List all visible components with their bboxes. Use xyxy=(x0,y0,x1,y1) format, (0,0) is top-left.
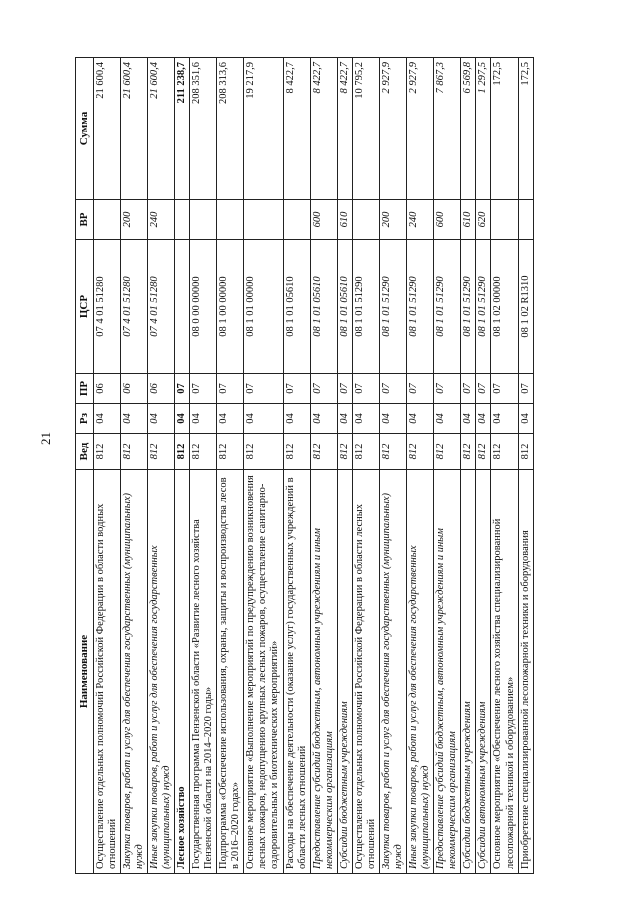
cell-rz: 04 xyxy=(491,404,518,434)
cell-pr: 07 xyxy=(461,374,476,404)
cell-csr: 08 1 01 51290 xyxy=(476,240,491,374)
cell-vr: 600 xyxy=(434,200,461,240)
budget-table xyxy=(75,57,534,874)
cell-csr: 08 1 02 R1310 xyxy=(518,240,533,374)
cell-pr: 07 xyxy=(407,374,434,404)
cell-vr xyxy=(518,200,533,240)
header-csr: ЦСР xyxy=(76,240,94,374)
cell-csr: 07 4 01 51280 xyxy=(147,240,174,374)
cell-name: Субсидии бюджетным учреждениям xyxy=(337,470,352,874)
cell-name: Закупка товаров, работ и услуг для обеспечения государственных (муниципальных) нужд xyxy=(120,470,147,874)
cell-pr: 07 xyxy=(175,374,190,404)
cell-name: Лесное хозяйство xyxy=(175,470,190,874)
cell-ved: 812 xyxy=(175,434,190,470)
cell-pr: 07 xyxy=(283,374,310,404)
cell-rz: 04 xyxy=(283,404,310,434)
cell-csr: 08 1 01 05610 xyxy=(310,240,337,374)
cell-rz: 04 xyxy=(217,404,244,434)
cell-ved: 812 xyxy=(283,434,310,470)
cell-pr: 07 xyxy=(434,374,461,404)
cell-sum: 208 351,6 xyxy=(190,58,217,200)
cell-vr: 610 xyxy=(337,200,352,240)
cell-ved: 812 xyxy=(407,434,434,470)
table-row xyxy=(147,58,174,874)
cell-csr: 08 1 01 51290 xyxy=(434,240,461,374)
cell-sum: 172,5 xyxy=(491,58,518,200)
cell-rz: 04 xyxy=(175,404,190,434)
cell-sum: 211 238,7 xyxy=(175,58,190,200)
cell-pr: 07 xyxy=(337,374,352,404)
cell-csr: 08 1 01 05610 xyxy=(283,240,310,374)
table-row xyxy=(217,58,244,874)
cell-pr: 07 xyxy=(518,374,533,404)
cell-vr: 200 xyxy=(379,200,406,240)
cell-sum: 7 867,3 xyxy=(434,58,461,200)
cell-pr: 07 xyxy=(352,374,379,404)
header-vr: ВР xyxy=(76,200,94,240)
cell-sum: 21 600,4 xyxy=(147,58,174,200)
cell-rz: 04 xyxy=(476,404,491,434)
cell-pr: 07 xyxy=(379,374,406,404)
table-row xyxy=(120,58,147,874)
cell-sum: 1 297,5 xyxy=(476,58,491,200)
cell-vr: 200 xyxy=(120,200,147,240)
cell-vr xyxy=(283,200,310,240)
cell-rz: 04 xyxy=(434,404,461,434)
cell-ved: 812 xyxy=(461,434,476,470)
cell-ved: 812 xyxy=(244,434,283,470)
cell-name: Приобретение специализированной лесопожарной техники и оборудования xyxy=(518,470,533,874)
cell-vr xyxy=(190,200,217,240)
table-header-row xyxy=(76,58,94,874)
cell-ved: 812 xyxy=(310,434,337,470)
cell-rz: 04 xyxy=(461,404,476,434)
cell-pr: 07 xyxy=(491,374,518,404)
table-row xyxy=(476,58,491,874)
cell-vr: 240 xyxy=(147,200,174,240)
cell-rz: 04 xyxy=(337,404,352,434)
cell-ved: 812 xyxy=(93,434,120,470)
cell-ved: 812 xyxy=(337,434,352,470)
cell-csr: 08 1 01 00000 xyxy=(244,240,283,374)
header-pr: ПР xyxy=(76,374,94,404)
cell-csr: 08 1 01 51290 xyxy=(352,240,379,374)
cell-ved: 812 xyxy=(476,434,491,470)
cell-name: Иные закупки товаров, работ и услуг для обеспечения государственных (муниципальных) нужд xyxy=(147,470,174,874)
cell-vr: 240 xyxy=(407,200,434,240)
table-row xyxy=(518,58,533,874)
cell-ved: 812 xyxy=(518,434,533,470)
cell-ved: 812 xyxy=(120,434,147,470)
cell-csr: 08 1 01 51290 xyxy=(407,240,434,374)
cell-pr: 06 xyxy=(120,374,147,404)
cell-csr xyxy=(175,240,190,374)
cell-name: Государственная программа Пензенской области «Развитие лесного хозяйства Пензенской области на 2014–2020 годы» xyxy=(190,470,217,874)
cell-csr: 07 4 01 51280 xyxy=(93,240,120,374)
cell-ved: 812 xyxy=(352,434,379,470)
cell-rz: 04 xyxy=(310,404,337,434)
table-row xyxy=(283,58,310,874)
cell-name: Основное мероприятие «Выполнение мероприятий по предупреждению возникновения лесных пожаров, недопущению крупных лесных пожаров, осуществление санитарно-оздоровительных и биотехнических мероприятий» xyxy=(244,470,283,874)
cell-name: Иные закупки товаров, работ и услуг для обеспечения государственных (муниципальных) нужд xyxy=(407,470,434,874)
cell-sum: 8 422,7 xyxy=(310,58,337,200)
cell-name: Расходы на обеспечение деятельности (оказание услуг) государственных учреждений в области лесных отношений xyxy=(283,470,310,874)
cell-csr: 08 0 00 00000 xyxy=(190,240,217,374)
header-rz: Рз xyxy=(76,404,94,434)
cell-sum: 208 313,6 xyxy=(217,58,244,200)
cell-name: Осуществление отдельных полномочий Российской Федерации в области водных отношений xyxy=(93,470,120,874)
table-row xyxy=(310,58,337,874)
cell-name: Закупка товаров, работ и услуг для обеспечения государственных (муниципальных) нужд xyxy=(379,470,406,874)
table-row xyxy=(434,58,461,874)
cell-rz: 04 xyxy=(352,404,379,434)
cell-sum: 8 422,7 xyxy=(337,58,352,200)
table-row xyxy=(244,58,283,874)
rotated-table-container xyxy=(75,58,585,874)
cell-vr: 620 xyxy=(476,200,491,240)
cell-pr: 07 xyxy=(217,374,244,404)
cell-sum: 2 927,9 xyxy=(407,58,434,200)
table-row xyxy=(491,58,518,874)
cell-sum: 8 422,7 xyxy=(283,58,310,200)
cell-name: Подпрограмма «Обеспечение использования, охраны, защиты и воспроизводства лесов в 2016–2020 годах» xyxy=(217,470,244,874)
cell-name: Основное мероприятие «Обеспечение лесного хозяйства специализированной лесопожарной техникой и оборудованием» xyxy=(491,470,518,874)
table-row xyxy=(93,58,120,874)
table-row xyxy=(175,58,190,874)
cell-sum: 6 569,8 xyxy=(461,58,476,200)
cell-name: Предоставление субсидий бюджетным, автономным учреждениям и иным некоммерческим организациям xyxy=(434,470,461,874)
cell-vr: 610 xyxy=(461,200,476,240)
cell-vr xyxy=(175,200,190,240)
cell-csr: 07 4 01 51280 xyxy=(120,240,147,374)
cell-ved: 812 xyxy=(434,434,461,470)
cell-csr: 08 1 02 00000 xyxy=(491,240,518,374)
table-row xyxy=(461,58,476,874)
cell-rz: 04 xyxy=(190,404,217,434)
cell-vr xyxy=(491,200,518,240)
cell-ved: 812 xyxy=(491,434,518,470)
cell-csr: 08 1 01 51290 xyxy=(461,240,476,374)
cell-rz: 04 xyxy=(147,404,174,434)
table-row xyxy=(352,58,379,874)
cell-rz: 04 xyxy=(93,404,120,434)
table-row xyxy=(407,58,434,874)
cell-vr: 600 xyxy=(310,200,337,240)
cell-ved: 812 xyxy=(217,434,244,470)
cell-name: Субсидии автономным учреждениям xyxy=(476,470,491,874)
cell-sum: 2 927,9 xyxy=(379,58,406,200)
cell-sum: 21 600,4 xyxy=(93,58,120,200)
cell-name: Осуществление отдельных полномочий Российской Федерации в области лесных отношений xyxy=(352,470,379,874)
cell-pr: 06 xyxy=(93,374,120,404)
cell-vr xyxy=(352,200,379,240)
cell-sum: 172,5 xyxy=(518,58,533,200)
cell-sum: 21 600,4 xyxy=(120,58,147,200)
cell-ved: 812 xyxy=(190,434,217,470)
cell-pr: 07 xyxy=(476,374,491,404)
cell-pr: 07 xyxy=(244,374,283,404)
cell-csr: 08 1 01 05610 xyxy=(337,240,352,374)
cell-name: Субсидии бюджетным учреждениям xyxy=(461,470,476,874)
cell-vr xyxy=(217,200,244,240)
cell-rz: 04 xyxy=(120,404,147,434)
cell-pr: 07 xyxy=(310,374,337,404)
cell-vr xyxy=(93,200,120,240)
cell-ved: 812 xyxy=(379,434,406,470)
cell-rz: 04 xyxy=(379,404,406,434)
cell-csr: 08 1 01 51290 xyxy=(379,240,406,374)
cell-pr: 06 xyxy=(147,374,174,404)
cell-pr: 07 xyxy=(190,374,217,404)
table-row xyxy=(379,58,406,874)
cell-vr xyxy=(244,200,283,240)
cell-rz: 04 xyxy=(244,404,283,434)
cell-rz: 04 xyxy=(518,404,533,434)
header-name: Наименование xyxy=(76,470,94,874)
cell-name: Предоставление субсидий бюджетным, автономным учреждениям и иным некоммерческим организациям xyxy=(310,470,337,874)
header-ved: Вед xyxy=(76,434,94,470)
table-row xyxy=(337,58,352,874)
page-number: 21 xyxy=(38,432,53,445)
cell-sum: 19 217,9 xyxy=(244,58,283,200)
header-sum: Сумма xyxy=(76,58,94,200)
cell-sum: 10 795,2 xyxy=(352,58,379,200)
cell-csr: 08 1 00 00000 xyxy=(217,240,244,374)
table-row xyxy=(190,58,217,874)
cell-ved: 812 xyxy=(147,434,174,470)
cell-rz: 04 xyxy=(407,404,434,434)
